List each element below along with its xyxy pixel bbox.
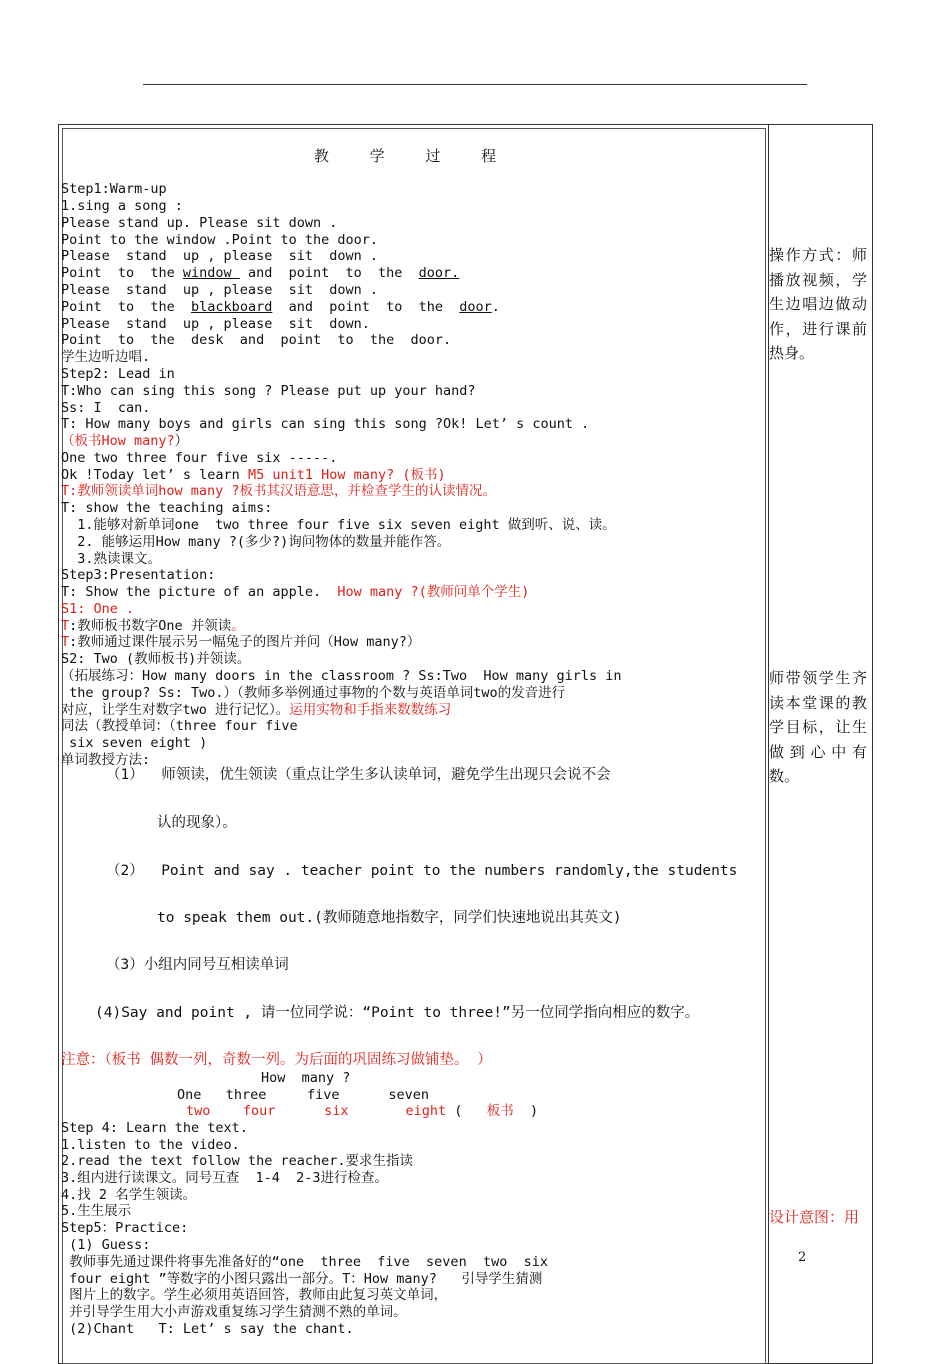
header-rule bbox=[143, 84, 807, 85]
text-line: （1） 师领读，优生领读（重点让学生多认读单词，避免学生出现只会说不会 bbox=[106, 767, 611, 783]
text-line: 认的现象）。 bbox=[157, 815, 237, 831]
side-note-operation: 操作方式：师播放视频，学生边唱边做动作，进行课前热身。 bbox=[769, 246, 867, 362]
text-line: Step2: Lead in bbox=[61, 366, 175, 382]
text-line: 5.生生展示 bbox=[61, 1203, 132, 1219]
text-line: Point to the window and point to the door. bbox=[61, 265, 460, 281]
text-line: 2. 能够运用How many ?(多少?)询问物体的数量并能作答。 bbox=[61, 534, 451, 550]
text-line: 单词教授方法: bbox=[61, 752, 151, 768]
text-line: four eight ”等数字的小图只露出一部分。T：How many? 引导学生猜测 bbox=[61, 1271, 543, 1287]
text-line: 1.listen to the video. bbox=[61, 1137, 240, 1153]
text-line: Point to the desk and point to the door. bbox=[61, 332, 452, 348]
text-line: （3）小组内同号互相读单词 bbox=[106, 957, 289, 973]
side-note-aims: 师带领学生齐读本堂课的教学目标，让生做到心中有数。 bbox=[769, 669, 867, 785]
text-line: Ok !Today let’ s learn M5 unit1 How many? (板书) bbox=[61, 467, 446, 483]
text-line: to speak them out.(教师随意地指数字，同学们快速地说出其英文) bbox=[157, 910, 622, 926]
text-line: Step1:Warm-up bbox=[61, 181, 167, 197]
text-line: 2.read the text follow the reacher.要求生指读 bbox=[61, 1153, 413, 1169]
text-line: Please stand up , please sit down. bbox=[61, 316, 370, 332]
text-line: Please stand up , please sit down . bbox=[61, 248, 378, 264]
text-line: One three five seven bbox=[177, 1087, 429, 1103]
text-line: Point to the window .Point to the door. bbox=[61, 232, 378, 248]
text-line: (2)Chant T: Let’ s say the chant. bbox=[61, 1321, 354, 1337]
text-line: the group? Ss: Two.）（教师多举例通过事物的个数与英语单词two的发音进行 bbox=[61, 685, 566, 701]
text-line: （拓展练习：How many doors in the classroom ? Ss:Two How many girls in bbox=[61, 668, 622, 684]
text-line: six seven eight ) bbox=[61, 735, 208, 751]
text-line: 并引导学生用大小声游戏重复练习学生猜测不熟的单词。 bbox=[61, 1304, 407, 1320]
text-line: 3.组内进行读课文。同号互查 1-4 2-3进行检查。 bbox=[61, 1170, 389, 1186]
text-line: Step3:Presentation: bbox=[61, 567, 216, 583]
text-line: (1) Guess: bbox=[61, 1237, 151, 1253]
text-line: Point to the blackboard and point to the door. bbox=[61, 299, 500, 315]
text-line: （2） Point and say . teacher point to the numbers randomly,the students bbox=[106, 863, 738, 879]
side-note-design: 设计意图：用 bbox=[769, 1208, 860, 1226]
text-line: 图片上的数字。学生必须用英语回答，教师由此复习英文单词， bbox=[61, 1287, 448, 1303]
text-line: T:Who can sing this song ? Please put up your hand? bbox=[61, 383, 476, 399]
text-line: 1.能够对新单词one two three four five six seven eight 做到听、说、读。 bbox=[61, 517, 616, 533]
text-line: 对应，让学生对数字two 进行记忆）。运用实物和手指来数数练习 bbox=[61, 702, 452, 718]
text-line: 学生边听边唱. bbox=[61, 349, 151, 365]
text-line: How many ? bbox=[261, 1070, 351, 1086]
text-line: (4)Say and point , 请一位同学说：“Point to three!”另一位同学指向相应的数字。 bbox=[95, 1005, 700, 1021]
text-line: 同法（教授单词：（three four five bbox=[61, 718, 298, 734]
text-line: T:教师领读单词how many ?板书其汉语意思，并检查学生的认读情况。 bbox=[61, 483, 497, 499]
text-line: One two three four five six -----. bbox=[61, 450, 338, 466]
text-line: 4.找 2 名学生领读。 bbox=[61, 1187, 197, 1203]
text-line: Step 4: Learn the text. bbox=[61, 1120, 248, 1136]
text-line: two four six eight ( 板书 ) bbox=[186, 1103, 539, 1119]
text-line: 注意：（板书 偶数一列，奇数一列。为后面的巩固练习做铺垫。 ） bbox=[61, 1052, 492, 1068]
text-line: T: Show the picture of an apple. How many ?(教师问单个学生) bbox=[61, 584, 530, 600]
text-line: Please stand up. Please sit down . bbox=[61, 215, 338, 231]
page-title: 教 学 过 程 bbox=[313, 147, 515, 165]
text-line: S1: One . bbox=[61, 601, 135, 617]
text-line: T: show the teaching aims: bbox=[61, 500, 273, 516]
text-line: T:教师通过课件展示另一幅兔子的图片并问（How many?） bbox=[61, 634, 421, 650]
text-line: 3.熟读课文。 bbox=[61, 551, 162, 567]
text-line: S2: Two (教师板书)并领读。 bbox=[61, 651, 251, 667]
page-number: 2 bbox=[798, 1250, 807, 1265]
text-line: 教师事先通过课件将事先准备好的“one three five seven two six bbox=[61, 1254, 548, 1270]
text-line: Ss: I can. bbox=[61, 400, 151, 416]
text-line: T:教师板书数字One 并领读。 bbox=[61, 618, 245, 634]
text-line: 1.sing a song : bbox=[61, 198, 183, 214]
text-line: Please stand up , please sit down . bbox=[61, 282, 378, 298]
text-line: T: How many boys and girls can sing this song ?Ok! Let’ s count . bbox=[61, 416, 590, 432]
text-line: Step5：Practice: bbox=[61, 1220, 189, 1236]
text-line: （板书How many?） bbox=[61, 433, 189, 449]
